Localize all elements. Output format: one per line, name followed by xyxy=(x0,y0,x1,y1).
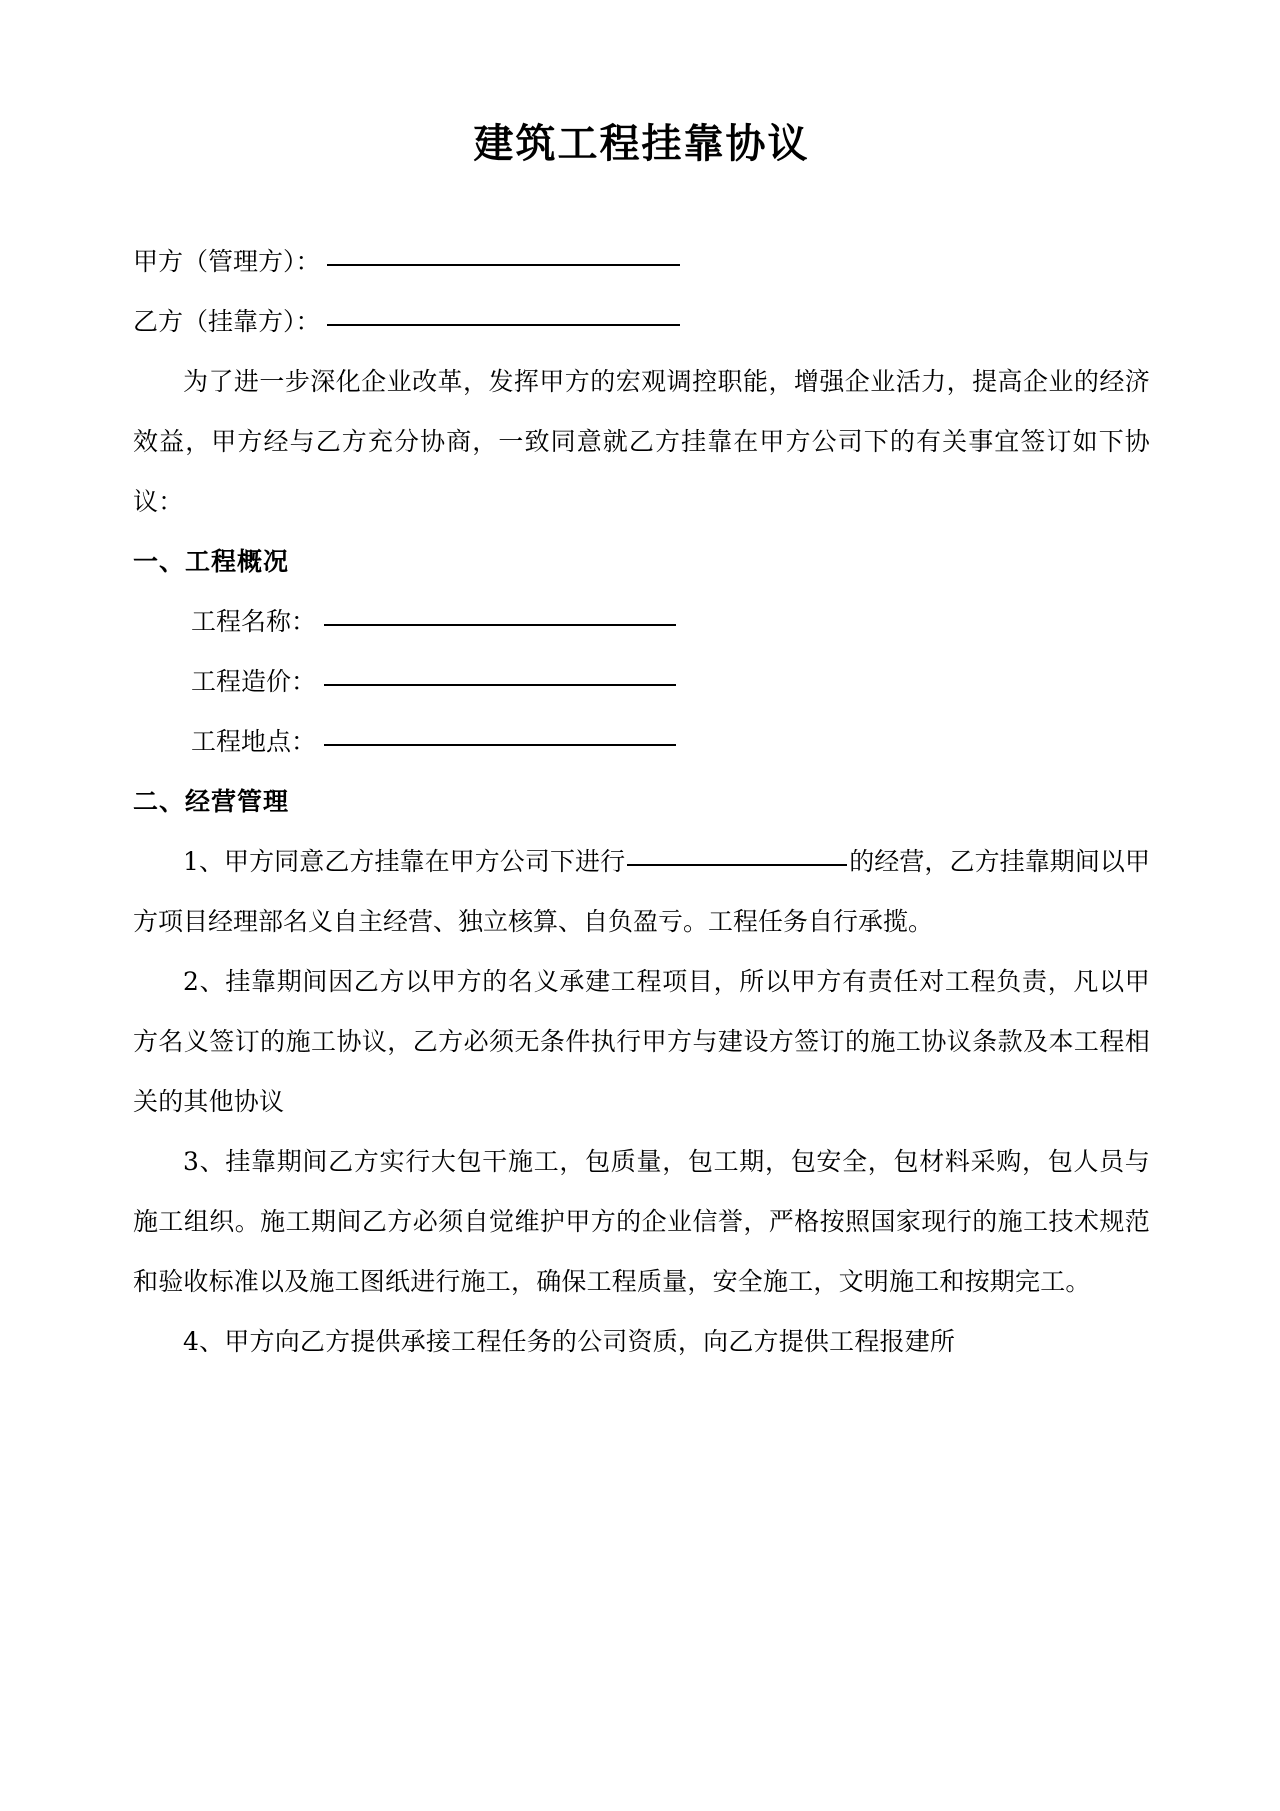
clause-3-number: 3、 xyxy=(183,1147,226,1176)
page-title: 建筑工程挂靠协议 xyxy=(473,121,810,167)
field-row-project-cost xyxy=(133,652,1150,712)
party-block xyxy=(133,232,1150,352)
section-heading-2: 二、经营管理 xyxy=(133,787,290,816)
clause-4-text: 甲方向乙方提供承接工程任务的公司资质，向乙方提供工程报建所 xyxy=(224,1327,956,1356)
section-heading-1: 一、工程概况 xyxy=(133,547,290,576)
clause-4 xyxy=(133,1312,1150,1372)
preamble-paragraph: 为了进一步深化企业改革，发挥甲方的宏观调控职能，增强企业活力，提高企业的经济效益，甲方经与乙方充分协商，一致同意就乙方挂靠在甲方公司下的有关事宜签订如下协议： xyxy=(133,367,1150,516)
clause-2-text: 挂靠期间因乙方以甲方的名义承建工程项目，所以甲方有责任对工程负责，凡以甲方名义签订的施工协议，乙方必须无条件执行甲方与建设方签订的施工协议条款及本工程相关的其他协议 xyxy=(133,967,1150,1116)
party-label-yifang: 乙方（挂靠方）： xyxy=(133,307,321,336)
field-blank-project-name[interactable] xyxy=(324,623,676,626)
clause-1-text-before: 甲方同意乙方挂靠在甲方公司下进行 xyxy=(224,847,626,876)
party-row-yifang xyxy=(133,292,1150,352)
field-label-project-name: 工程名称： xyxy=(191,607,317,636)
party-row-jiafang xyxy=(133,232,1150,292)
field-label-project-location: 工程地点： xyxy=(191,727,317,756)
clause-3-text: 挂靠期间乙方实行大包干施工，包质量，包工期，包安全，包材料采购，包人员与施工组织。施工期间乙方必须自觉维护甲方的企业信誉，严格按照国家现行的施工技术规范和验收标准以及施工图纸进行施工，确保工程质量，安全施工，文明施工和按期完工。 xyxy=(133,1147,1150,1296)
party-blank-jiafang[interactable] xyxy=(327,263,680,266)
clause-3 xyxy=(133,1132,1150,1312)
clause-1 xyxy=(133,832,1150,952)
field-row-project-name xyxy=(133,592,1150,652)
clause-1-blank[interactable] xyxy=(627,863,847,866)
field-label-project-cost: 工程造价： xyxy=(191,667,317,696)
party-label-jiafang: 甲方（管理方）： xyxy=(133,247,321,276)
party-blank-yifang[interactable] xyxy=(327,323,680,326)
clause-4-number: 4、 xyxy=(183,1327,225,1356)
field-blank-project-location[interactable] xyxy=(324,743,676,746)
clause-1-text-after: 的经营，乙方挂靠期间以甲方项目经理部名义自主经营、独立核算、自负盈亏。工程任务自行承揽。 xyxy=(133,847,1150,936)
clause-2-number: 2、 xyxy=(183,967,226,996)
clause-1-number: 1、 xyxy=(183,847,225,876)
field-row-project-location xyxy=(133,712,1150,772)
field-blank-project-cost[interactable] xyxy=(324,683,676,686)
clause-2 xyxy=(133,952,1150,1132)
